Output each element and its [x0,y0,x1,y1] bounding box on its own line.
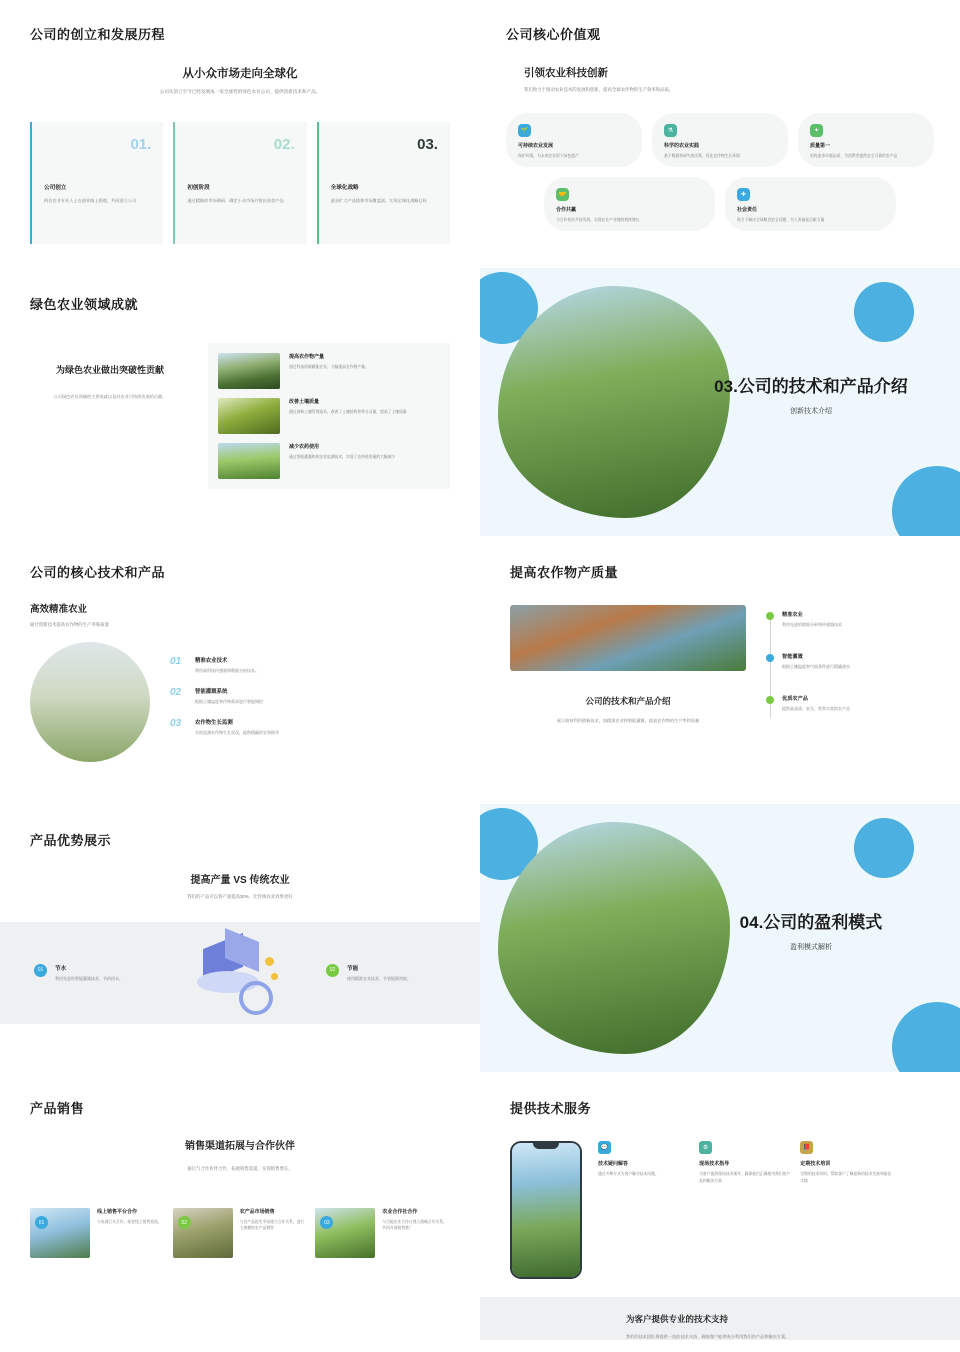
achievement-photo [218,353,280,389]
achievement-photo [218,443,280,479]
values-intro [524,65,934,93]
history-card [317,122,450,244]
yield-body [510,605,930,736]
card-title: 初创阶段 [187,184,210,191]
phone-mockup [510,1141,582,1279]
flask-icon: ⚗ [664,124,677,137]
timeline-item [782,695,930,713]
advantage-item-title: 节能 [347,965,359,972]
step-desc: 实时监测农作物生长状况，提供精确的农事指导 [195,729,279,735]
decorative-blob [892,1002,960,1072]
phone-screen-photo [512,1143,580,1277]
decorative-blob [854,818,914,878]
green-intro [30,343,190,489]
coretech-step [170,718,450,736]
achievement-desc: 通过科技创新赋能农业，大幅提高农作物产量。 [289,365,369,369]
coretech-title: 高效精准农业 [30,604,88,615]
yield-timeline [766,605,930,736]
step-desc: 利用高科技传感器和数据分析技术。 [195,667,259,673]
advantage-item [34,964,154,983]
slide-header: 提高农作物产质量 [510,565,619,580]
coretech-step [170,656,450,674]
section-text [686,908,936,952]
channel-title: 线上销售平台合作 [97,1209,138,1215]
green-body [30,343,450,489]
timeline-item [782,653,930,671]
achievement-item [218,353,440,389]
card-desc: 两位农业专业人士在创业路上相遇，共同创立公司 [44,197,137,203]
sales-channel-list [30,1208,450,1258]
achievement-title: 改善土壤质量 [289,399,320,405]
value-title: 质量第一 [810,143,831,149]
value-item [725,177,896,231]
service-panel [480,1297,960,1340]
timeline-desc: 提供高品质、安全、营养丰富的农产品 [782,705,850,711]
advantage-item [326,964,446,983]
advantage-item-title: 节水 [55,965,67,972]
coretech-desc: 通过创新技术提高农作物的生产率和质量 [30,622,110,627]
channel-photo [30,1208,90,1258]
card-title: 公司创立 [44,184,67,191]
card-desc: 通过精细的市场调研，确定小众市场并推出首款产品 [187,197,284,203]
yield-photo [510,605,746,671]
timeline-item [782,611,930,629]
value-desc: 致力于解决全球粮食安全问题，为人类福祉贡献力量 [737,218,825,222]
decorative-blob [854,282,914,342]
slide-header: 公司的核心技术和产品 [30,565,166,580]
step-title: 精准农业技术 [195,657,228,664]
service-title: 现场技术指导 [699,1161,730,1167]
slide-section-04 [480,804,960,1072]
card-title: 全球化战略 [330,184,359,191]
value-desc: 保护环境，为未来农业留下绿色遗产 [518,154,579,158]
service-item [699,1141,790,1279]
yield-left [510,605,746,736]
achievement-item [218,443,440,479]
handshake-icon: 🤝 [556,188,569,201]
service-desc: 定期的技术培训，帮助客户了解最新的技术发展和最佳实践 [800,1172,892,1183]
slide-yield-quality [480,536,960,804]
timeline-dot-icon [766,612,774,620]
slide-header: 绿色农业领域成就 [30,297,139,312]
decorative-blob [892,466,960,536]
wrench-icon: ⚙ [699,1141,712,1154]
coretech-step-list [170,656,450,749]
card-number: 03. [417,135,438,153]
slide-header: 提供技术服务 [510,1101,592,1116]
achievement-desc: 通过智能灌溉和病虫害监测技术，实现了农药使用量的大幅减少 [289,455,396,459]
sales-channel [30,1208,165,1258]
step-number: 02 [170,686,182,698]
service-item [598,1141,689,1279]
service-desc: 为客户提供现场技术指导，确保他们正确使用我们的产品和解决方案 [699,1172,791,1183]
slide-green-achievements [0,268,480,536]
values-title: 引领农业科技创新 [524,67,608,79]
history-title: 从小众市场走向全球化 [182,68,298,80]
channel-title: 农业合作社合作 [382,1209,418,1215]
slide-product-sales [0,1072,480,1340]
sales-channel [173,1208,308,1258]
card-number: 02. [273,135,295,153]
value-item [652,113,788,167]
section-title: 03.公司的技术和产品介绍 [714,377,908,396]
value-desc: 基于数据和研究的决策，优化农作物生长环境 [664,154,740,158]
step-desc: 根据土壤温度和作物需求进行智能调控 [195,698,263,704]
achievement-title: 提高农作物产量 [289,354,325,360]
channel-title: 农产品市场销售 [239,1209,275,1215]
sales-title: 销售渠道拓展与合作伙伴 [185,1141,295,1152]
green-title: 为绿色农业做出突破性贡献 [55,365,164,375]
value-item [798,113,934,167]
slide-header: 产品优势展示 [30,833,112,848]
value-title: 社会责任 [737,207,758,213]
sales-channel [315,1208,450,1258]
timeline-dot-icon [766,696,774,704]
timeline-title: 精准农业 [782,612,803,618]
slide-core-values [480,0,960,268]
advantage-desc: 我们的产品可以将产量提高30%、比传统农业效果更好 [187,894,293,899]
green-desc: 公司绿色农业领域的主要成就以及对农业可持续发展的贡献。 [53,394,167,400]
history-card [173,122,306,244]
advantage-number-badge: 02 [326,964,339,977]
timeline-dot-icon [766,654,774,662]
sales-intro [30,1137,450,1172]
slide-core-technology [0,536,480,804]
advantage-item-desc: 利用先进的智能灌溉技术，节约用水。 [55,975,123,981]
phone-notch [533,1143,559,1149]
advantage-panel [0,922,480,1024]
value-item [506,113,642,167]
channel-desc: 与当地农业合作社建立战略合作关系，共同开展销售推广 [382,1220,447,1231]
achievement-desc: 通过创新土壤管理技术，改善了土壤结构和养分含量，提高了土壤质量 [289,410,407,414]
value-title: 科学的农业实践 [664,143,700,149]
yield-caption-desc: 展示如何利用创新技术，如精准农业和智能灌溉，提高农作物的生产率和质量 [556,718,700,723]
slide-product-advantage [0,804,480,1072]
service-title: 定期技术培训 [800,1161,831,1167]
history-card [30,122,163,244]
channel-number-badge: 02 [178,1216,191,1229]
leaf-icon: 🌱 [518,124,531,137]
history-intro [30,65,450,96]
service-body [510,1141,930,1279]
history-desc: 公司从创立至今已经发展成一家全球性的绿色农业公司，提供创新技术和产品。 [159,89,321,94]
timeline-title: 智能灌溉 [782,653,803,660]
service-panel-title: 为客户提供专业的技术支持 [626,1314,729,1324]
value-item [544,177,715,231]
globe-icon: ✚ [737,188,750,201]
service-panel-desc: 我们的技术团队将提供一流的技术支持，确保客户能够充分利用我们的产品和解决方案。 [626,1334,790,1339]
advantage-title: 提高产量 VS 传统农业 [190,875,290,886]
achievement-item [218,398,440,434]
step-number: 03 [170,717,182,729]
step-title: 智能灌溉系统 [195,688,228,695]
achievement-title: 减少农药使用 [289,444,320,450]
value-desc: 与合作伙伴共同发展，实现农业产业链的持续增长 [556,218,640,222]
channel-number-badge: 03 [320,1216,333,1229]
medal-icon: ✦ [810,124,823,137]
channel-number-badge: 01 [35,1216,48,1229]
book-icon: 📕 [800,1141,813,1154]
service-title: 技术疑问解答 [598,1161,629,1167]
service-desc: 通过多种方式为客户解决技术问题。 [598,1172,659,1176]
value-title: 可持续农业发展 [518,143,554,149]
service-list [598,1141,891,1279]
section-subtitle: 盈利模式解析 [790,944,832,951]
timeline-title: 优质农产品 [782,695,808,702]
slide-header: 公司的创立和发展历程 [30,27,166,42]
history-card-list [30,122,450,244]
coretech-photo [30,642,150,762]
timeline-desc: 利用先进的数据分析和传感器技术 [782,622,842,627]
values-row-bottom [506,177,934,231]
section-title: 04.公司的盈利模式 [739,913,883,932]
slide-header: 公司核心价值观 [506,27,601,42]
timeline-desc: 根据土壤温度和气候条件进行精确浇水 [782,663,850,669]
step-title: 农作物生长监测 [195,719,233,726]
advantage-number-badge: 01 [34,964,47,977]
card-number: 01. [130,135,152,153]
achievement-photo [218,398,280,434]
coretech-step [170,687,450,705]
sales-desc: 通过与合作伙伴合作，拓展销售渠道，实现销售增长。 [187,1166,293,1171]
slide-company-history [0,0,480,268]
slide-section-03 [480,268,960,536]
channel-photo [173,1208,233,1258]
yield-caption: 公司的技术和产品介绍 [585,696,671,706]
channel-desc: 与农产品批发市场建立合作关系，进行大规模的农产品销售 [239,1220,305,1231]
step-number: 01 [170,655,182,667]
channel-desc: 与电商巨头合作，拓宽线上销售渠道。 [97,1220,162,1224]
value-title: 合作共赢 [556,207,577,213]
coretech-body [30,642,450,762]
card-desc: 逐步扩大产品线和市场覆盖面，实现全球化战略目标 [330,197,427,203]
slide-technical-service [480,1072,960,1340]
section-text [686,372,936,416]
values-row-top [506,113,934,167]
channel-photo [315,1208,375,1258]
chat-icon: 💬 [598,1141,611,1154]
service-item [800,1141,891,1279]
isometric-illustration [185,933,295,1013]
value-desc: 始终追求卓越品质，为消费者提供安全可靠的农产品 [810,154,898,158]
advantage-item-desc: 使用精准农业技术，节省能源消耗。 [347,975,411,981]
values-desc: 我们致力于推动农业技术的发展和创新，提高全球农作物的生产效率和品质。 [524,87,674,92]
slide-header: 产品销售 [30,1101,85,1116]
section-subtitle: 创新技术介绍 [790,408,832,415]
advantage-intro [30,871,450,900]
green-list [208,343,450,489]
